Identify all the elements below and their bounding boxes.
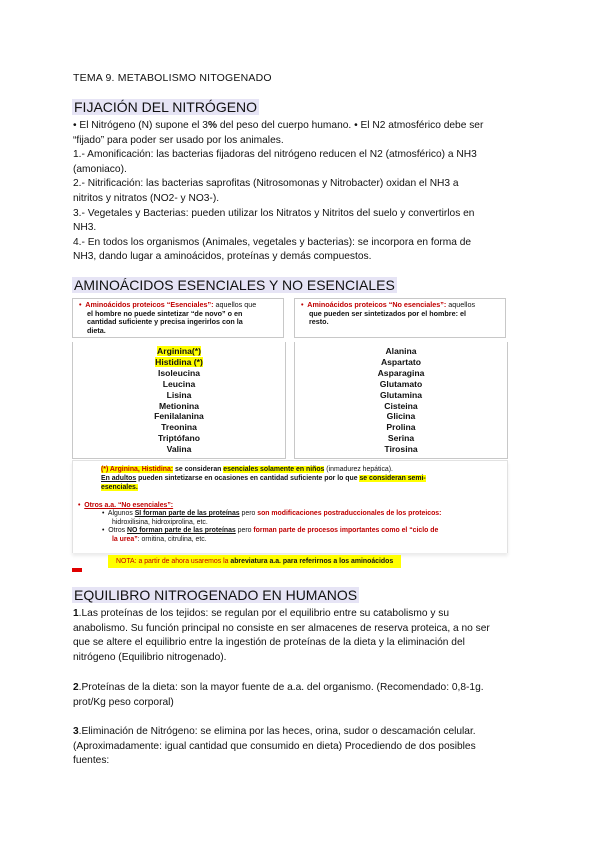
section-heading-fijacion: FIJACIÓN DEL NITRÓGENO [74,99,258,115]
fijacion-line: NH3, dando lugar a aminoácidos, proteínas y demás compuestos. [73,251,372,263]
fijacion-line: • El Nitrógeno (N) supone el 3% del peso del cuerpo humano. • El N2 atmosférico debe ser [73,120,484,131]
list-item: Alanina [385,346,417,356]
fijacion-line: 3.- Vegetales y Bacterias: pueden utilizar los Nitratos y Nitritos del suelo y convertirlos en [73,207,475,219]
note-box [72,460,508,553]
fijacion-line: “fijado” para poder ser usado por los animales. [73,134,284,146]
fijacion-line: 2.- Nitrificación: las bacterias saprofitas (Nitrosomonas y Nitrobacter) oxidan el NH3 a [73,178,459,190]
essential-definition-box: • Aminoácidos proteicos “Esenciales”: aquellos que el hombre no puede sintetizar “de novo” o en cantidad suficiente y precisa ingerirlos con la dieta. [72,298,284,338]
list-item: Serina [387,433,415,444]
fijacion-line: NH3. [73,222,97,234]
list-item: Triptófano [157,433,200,444]
nonessential-list [295,342,507,455]
document-title: TEMA 9. METABOLISMO NITOGENADO [73,72,272,84]
others-note: • Otros a.a. “No esenciales”: • Algunos SI forman parte de las proteínas pero son modificaciones postraduccionales de los proteicos: hidroxilisina, hidroxiprolina, etc. • Otros NO forman parte de las proteínas pero forman parte de procesos importantes como el “ciclo de la urea”: ornitina, citrulina, etc. [78,502,442,543]
nota-abbreviation: NOTA: a partir de ahora usaremos la abreviatura a.a. para referirnos a los aminoácidos [108,555,401,568]
essential-list [73,342,285,455]
section-heading-equilibrio: EQUILIBRO NITROGENADO EN HUMANOS [74,587,358,603]
list-item: Isoleucina [157,367,201,378]
fijacion-line: nitritos y nitratos (NO2- y NO3-). [73,192,220,204]
fijacion-line: 1.- Amonificación: las bacterias fijadoras del nitrógeno reducen el N2 (atmosférico) a NH3 [73,149,477,161]
list-item: Cisteina [384,400,418,411]
fijacion-line: 4.- En todos los organismos (Animales, vegetales y bacterias): se incorpora en forma de [73,236,472,248]
list-item: Glutamato [379,378,423,389]
nonessential-list-box [294,342,508,459]
equilibrio-p1: 1.Las proteínas de los tejidos: se regulan por el equilibrio entre su catabolismo y su anabolismo. Su función principal no consiste en ser almacenes de reserva proteica, a no ser que se altere el equilibrio entre la ingestión de proteínas de la dieta y la eliminación del nitrógeno (Equilibrio nitrogenado). [73,608,490,663]
fijacion-line: (amoniaco). [73,163,127,175]
arginina-note: (*) Arginina, Histidina: se consideran esenciales solamente en niños (inmadurez hepática). En adultos pueden sintetizarse en ocasiones en cantidad suficiente por lo que se consideran semi- esenciales. [101,466,426,491]
list-item: Asparagina [377,367,425,378]
list-item: Lisina [166,389,192,400]
list-item: Metionina [158,400,200,411]
list-item: Aspartato [380,356,422,367]
list-item: Treonina [161,422,197,433]
list-item: Histidina (*) [155,356,203,367]
section-heading-aminoacidos: AMINOÁCIDOS ESENCIALES Y NO ESENCIALES [74,277,395,293]
equilibrio-p3: 3.Eliminación de Nitrógeno: se elimina por las heces, orina, sudor o descamación celular. (Aproximadamente: igual cantidad que consumido en dieta) Procediendo de dos posibles fuentes: [73,726,476,767]
essential-list-box [72,342,286,459]
list-item: Valina [166,444,192,455]
nonessential-definition-box: • Aminoácidos proteicos “No esenciales”: aquellos que pueden ser sintetizados por el hombre: el resto. [294,298,506,338]
list-item: Arginina(*) [157,346,201,356]
equilibrio-p2: 2.Proteínas de la dieta: son la mayor fuente de a.a. del organismo. (Recomendado: 0,8-1g. prot/Kg peso corporal) [73,682,484,708]
red-marker [72,568,82,572]
fijacion-body [73,119,533,265]
list-item: Tirosina [384,444,418,455]
list-item: Fenilalanina [154,411,204,422]
list-item: Glutamina [379,389,423,400]
list-item: Leucina [162,378,196,389]
list-item: Prolina [386,422,416,433]
list-item: Glicina [386,411,416,422]
